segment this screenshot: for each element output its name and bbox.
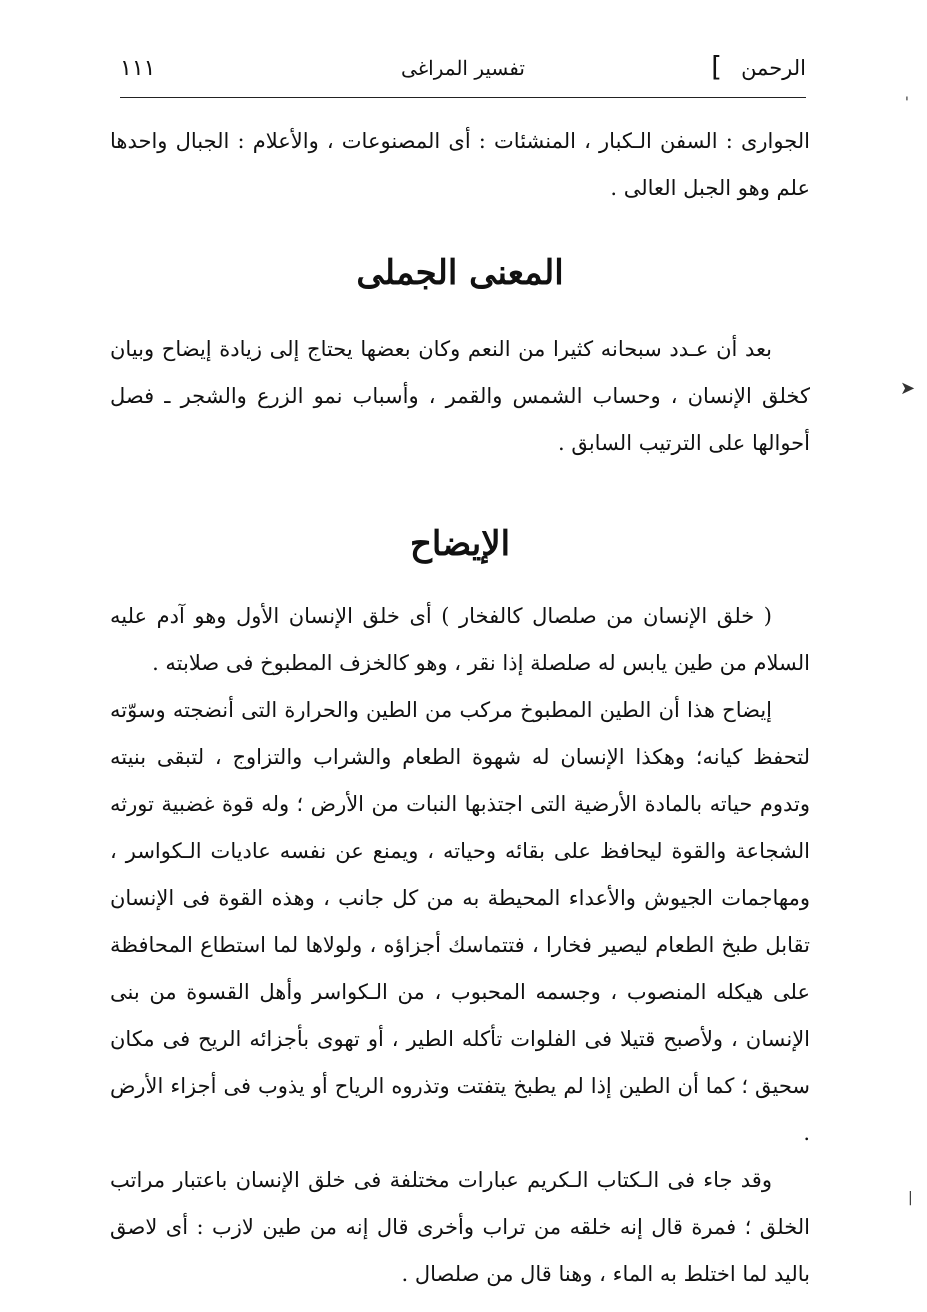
general-meaning-paragraph: بعد أن عـدد سبحانه كثيرا من النعم وكان بعضها يحتاج إلى زيادة إيضاح وبيان كخلق الإنسان ، وحساب الشمس والقمر ، وأسباب نمو الزرع والشجر ـ فصل أحوالها على الترتيب السابق . (110, 337, 810, 455)
page-number: ١١١ (120, 56, 156, 81)
header-bracket: ] (711, 50, 722, 83)
vocabulary-paragraph: الجوارى : السفن الـكبار ، المنشئات : أى المصنوعات ، والأعلام : الجبال واحدها علم وهو الجبل العالى . (110, 129, 810, 200)
header-surah-name: الرحمن (741, 56, 806, 80)
page-body (110, 118, 810, 1298)
section-heading-explanation: الإيضاح (409, 524, 511, 564)
scan-margin-speck: | (908, 1190, 913, 1206)
scan-margin-speck: ' (905, 95, 909, 111)
scan-margin-mark: ➤ (900, 378, 916, 399)
header-book-title: تفسير المراغى (401, 56, 525, 80)
section-heading-general-meaning: المعنى الجملى (356, 253, 564, 293)
header-rule (120, 97, 806, 98)
explanation-paragraph-2: إيضاح هذا أن الطين المطبوخ مركب من الطين والحرارة التى أنضجته وسوّته لتحفظ كيانه؛ وهكذا الإنسان له شهوة الطعام والشراب والتزاوج ، لتبقى بنيته وتدوم حياته بالمادة الأرضية التى اجتذبها النبات من الأرض ؛ وله قوة غضبية تورثه الشجاعة والقوة ليحافظ على بقائه وحياته ، ويمنع عن نفسه عاديات الـكواسر ، ومهاجمات الجيوش والأعداء المحيطة به من كل جانب ، وهذه القوة فى الإنسان تقابل طبخ الطعام ليصير فخارا ، فتتماسك أجزاؤه ، ولولاها لما استطاع المحافظة على هيكله المنصوب ، وجسمه المحبوب ، من الـكواسر وأهل القسوة من بنى الإنسان ، ولأصبح قتيلا فى الفلوات تأكله الطير ، أو تهوى بأجزائه الريح فى مكان سحيق ؛ كما أن الطين إذا لم يطبخ يتفتت وتذروه الرياح أو يذوب فى أجزاء الأرض . (110, 698, 810, 1145)
running-header (120, 50, 806, 94)
explanation-paragraph-1: ( خلق الإنسان من صلصال كالفخار ) أى خلق الإنسان الأول وهو آدم عليه السلام من طين يابس له صلصلة إذا نقر ، وهو كالخزف المطبوخ فى صلابته . (110, 604, 810, 675)
explanation-paragraph-3: وقد جاء فى الـكتاب الـكريم عبارات مختلفة فى خلق الإنسان باعتبار مراتب الخلق ؛ فمرة قال إنه خلقه من تراب وأخرى قال إنه من طين لازب : أى لاصق باليد لما اختلط به الماء ، وهنا قال من صلصال . (110, 1168, 810, 1286)
